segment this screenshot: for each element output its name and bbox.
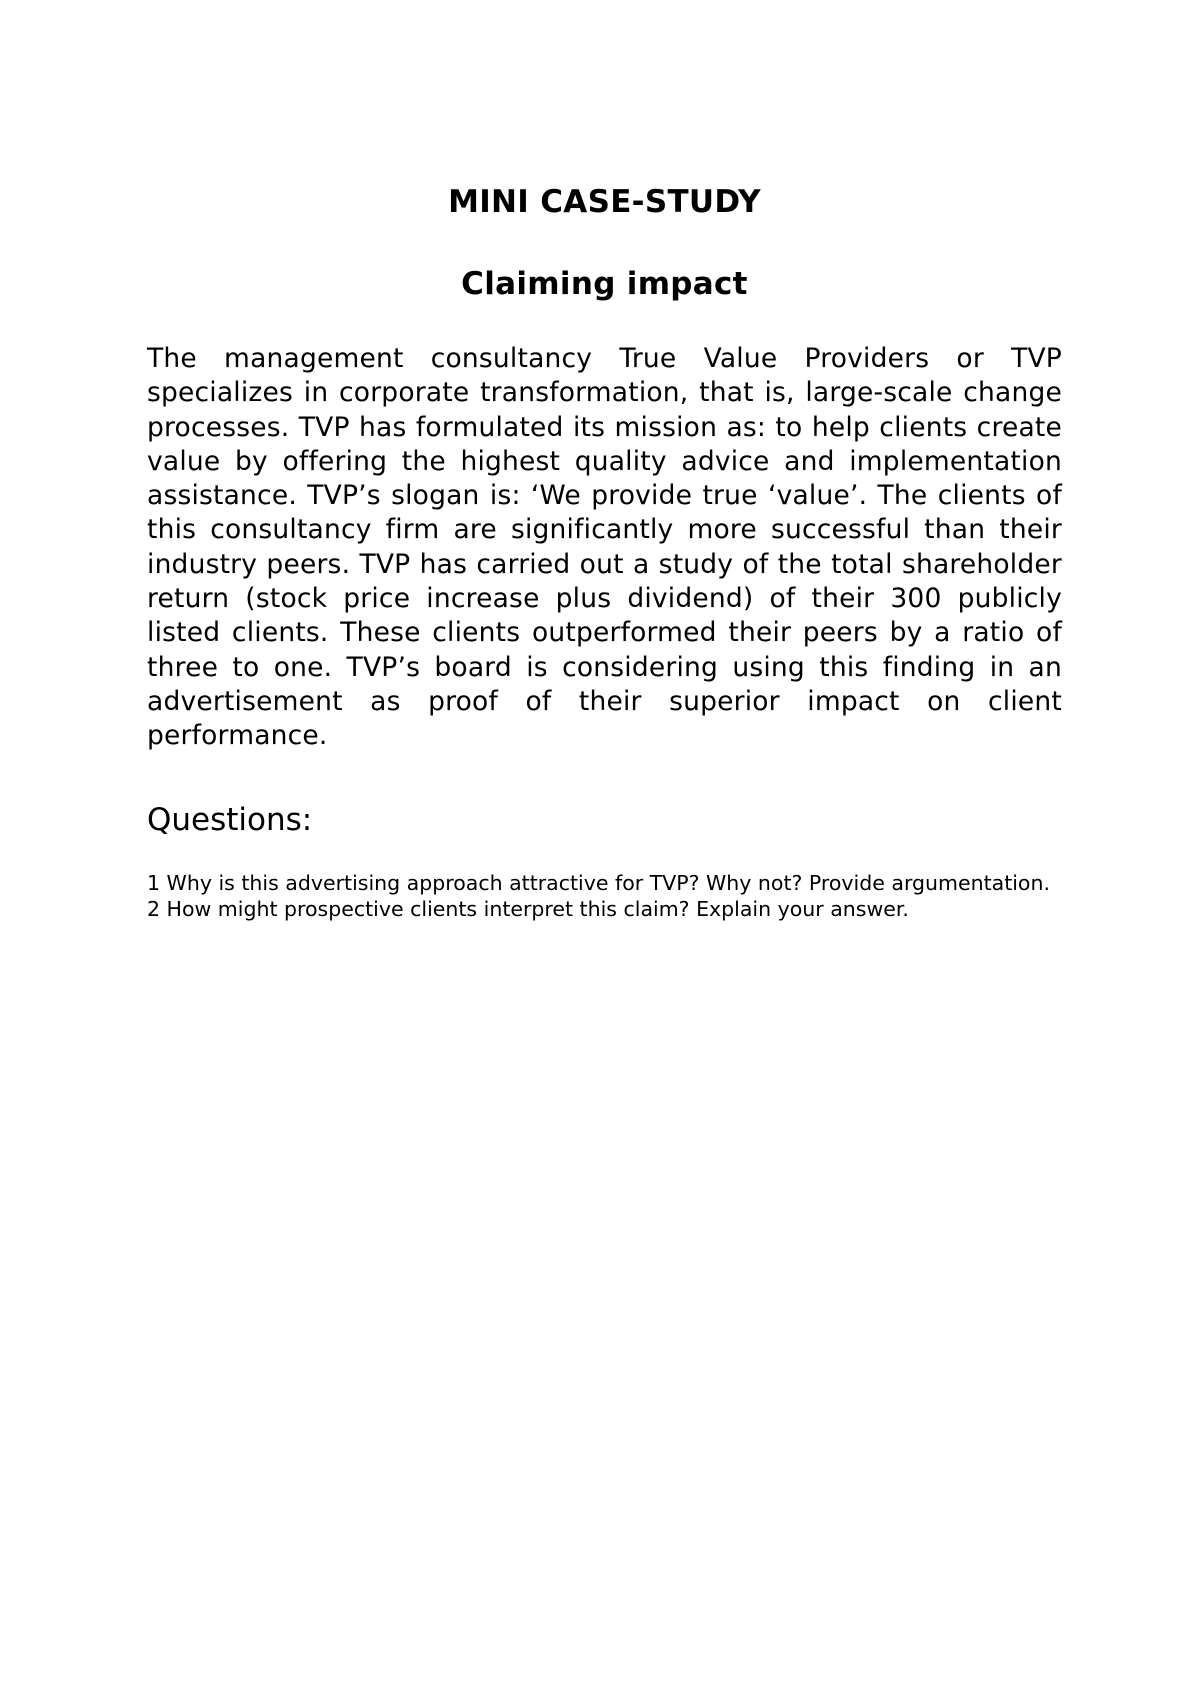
case-description-paragraph: The management consultancy True Value Providers or TVP specializes in corporate transformation, that is, large-scale change processes. TVP has formulated its mission as: to help clients create value by offering the highest quality advice and implementation assistance. TVP’s slogan is: ‘We provide true ‘value’. The clients of this consultancy firm are significantly more successful than their industry peers. TVP has carried out a study of the total shareholder return (stock price increase plus dividend) of their 300 publicly listed clients. These clients outperformed their peers by a ratio of three to one. TVP’s board is considering using this finding in an advertisement as proof of their superior impact on client performance. [147, 343, 1062, 752]
document-content [147, 180, 1062, 923]
question-item: 2 How might prospective clients interpret this claim? Explain your answer. [147, 897, 909, 922]
question-list [147, 870, 1062, 923]
document-subtitle: Claiming impact [461, 266, 748, 302]
question-item: 1 Why is this advertising approach attractive for TVP? Why not? Provide argumentation. [147, 870, 1050, 895]
questions-heading: Questions: [147, 801, 313, 838]
document-title: MINI CASE-STUDY [448, 184, 761, 220]
